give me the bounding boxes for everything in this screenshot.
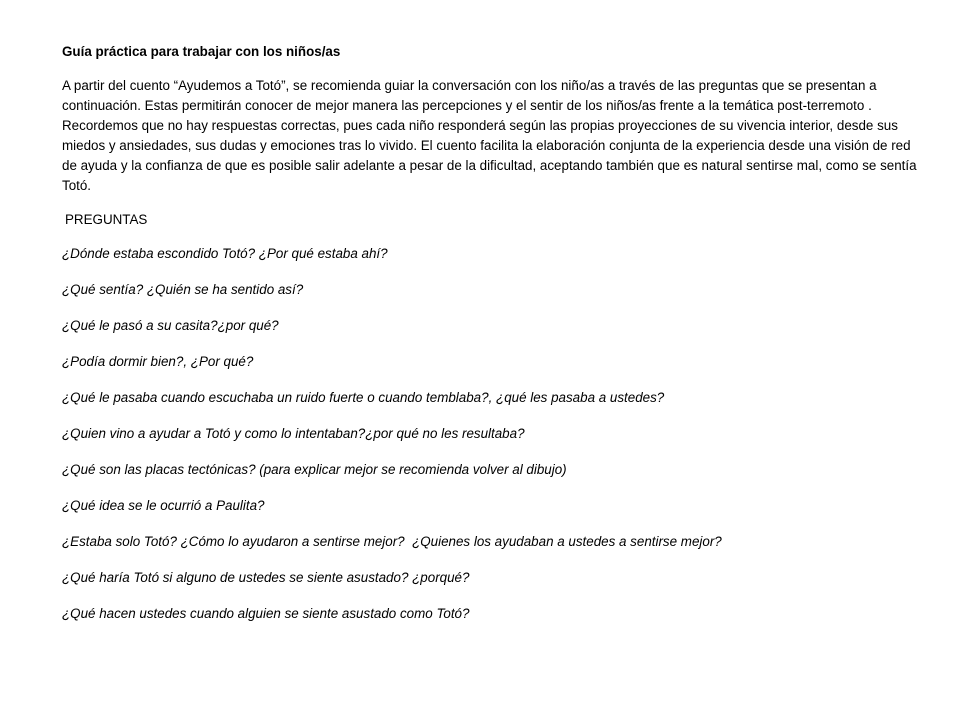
intro-paragraph: Recordemos que no hay respuestas correctas, pues cada niño responderá según las propias proyecciones de su vivencia interior, desde sus miedos y ansiedades, sus dudas y emociones tras lo vivido. El cuento facilita la elaboración conjunta de la experiencia desde una visión de red de ayuda y la confianza de que es posible salir adelante a pesar de la dificultad, aceptando también que es natural sentirse mal, como se sentía Totó. <box>62 118 917 193</box>
intro-paragraph: A partir del cuento “Ayudemos a Totó”, se recomienda guiar la conversación con los niño/as a través de las preguntas que se presentan a continuación. Estas permitirán conocer de mejor manera las percepciones y el sentir de los niños/as frente a la temática post-terremoto . <box>62 78 877 113</box>
question-item: ¿Podía dormir bien?, ¿Por qué? <box>62 354 254 369</box>
question-item: ¿Estaba solo Totó? ¿Cómo lo ayudaron a sentirse mejor? ¿Quienes los ayudaban a ustedes a sentirse mejor? <box>62 534 722 549</box>
question-item: ¿Qué son las placas tectónicas? (para explicar mejor se recomienda volver al dibujo) <box>62 462 567 477</box>
question-item: ¿Qué sentía? ¿Quién se ha sentido así? <box>62 282 304 297</box>
question-item: ¿Qué hacen ustedes cuando alguien se siente asustado como Totó? <box>62 606 470 621</box>
question-item: ¿Dónde estaba escondido Totó? ¿Por qué estaba ahí? <box>62 246 388 261</box>
document-title: Guía práctica para trabajar con los niños/as <box>62 44 341 59</box>
question-item: ¿Qué idea se le ocurrió a Paulita? <box>62 498 265 513</box>
question-item: ¿Quien vino a ayudar a Totó y como lo intentaban?¿por qué no les resultaba? <box>62 426 525 441</box>
slide-content <box>62 42 922 640</box>
intro-section <box>62 76 922 196</box>
question-item: ¿Qué haría Totó si alguno de ustedes se siente asustado? ¿porqué? <box>62 570 470 585</box>
questions-heading: PREGUNTAS <box>65 212 148 227</box>
question-item: ¿Qué le pasó a su casita?¿por qué? <box>62 318 279 333</box>
question-item: ¿Qué le pasaba cuando escuchaba un ruido fuerte o cuando temblaba?, ¿qué les pasaba a ustedes? <box>62 390 665 405</box>
questions-list <box>62 244 922 624</box>
